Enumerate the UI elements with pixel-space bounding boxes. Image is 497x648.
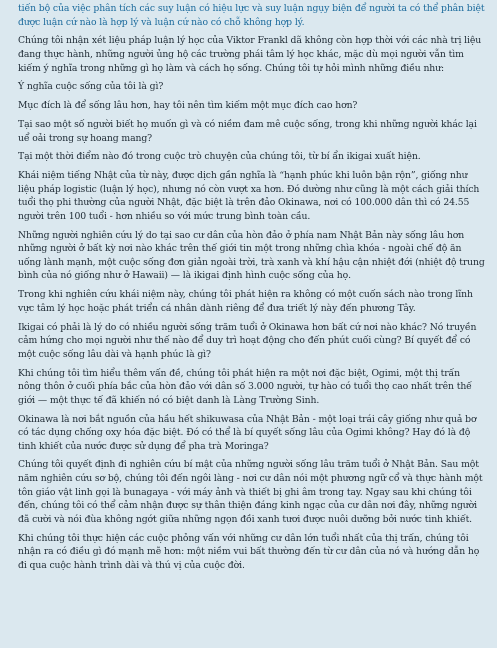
paragraph-research-trip: Chúng tôi quyết định đi nghiên cứu bí mật của những người sống lâu trăm tuổi ở Nhật Bản. Sau một năm nghiên cứu sơ bộ, chúng tôi đến ngôi làng - nơi cư dân nói một phương ngữ cổ và thực hành một tôn giáo vật linh gọi là bunagaya - với máy ảnh và thiết bị ghi âm trong tay. Ngay sau khi chúng tôi đến, chúng tôi có thể cảm nhận được sự thân thiện đáng kinh ngạc của cư dân nơi đây, những người đã cười và nói đùa không ngớt giữa những ngọn đồi xanh tươi được nuôi dưỡng bởi nước tinh khiết. bbox=[18, 459, 483, 525]
paragraph-shikuwasa: Okinawa là nơi bắt nguồn của hầu hết shikuwasa của Nhật Bản - một loại trái cây giống như quả bơ có tác dụng chống oxy hóa đặc biệt. Đó có thể là bí quyết sống lâu của Ogimi không? Hay đó là độ tinh khiết của nước được sử dụng để pha trà Moringa? bbox=[18, 413, 477, 452]
paragraph-okinawa-research: Những người nghiên cứu lý do tại sao cư dân của hòn đảo ở phía nam Nhật Bản này sống lâu hơn những người ở bất kỳ nơi nào khác trên thế giới tin một trong những chìa khóa - ngoài chế độ ăn uống lành mạnh, một cuộc sống đơn giản ngoài trời, trà xanh và khí hậu cận nhiệt đới (nhiệt độ trung bình của nó giống như ở Hawaii) — là ikigai định hình cuộc sống của họ. bbox=[18, 229, 485, 282]
paragraph-ogimi: Khi chúng tôi tìm hiểu thêm vấn đề, chúng tôi phát hiện ra một nơi đặc biệt, Ogimi, một thị trấn nông thôn ở cuối phía bắc của hòn đảo với dân số 3.000 người, tự hào có tuổi thọ cao nhất trên thế giới — một thực tế đã khiến nó có biệt danh là Làng Trường Sinh. bbox=[18, 367, 472, 406]
paragraph-interviews: Khi chúng tôi thực hiện các cuộc phỏng vấn với những cư dân lớn tuổi nhất của thị trấn, chúng tôi nhận ra có điều gì đó mạnh mẽ hơn: một niềm vui bất thường đến từ cư dân của nó và hướng dẫn họ đi qua cuộc hành trình dài và thú vị của cuộc đời. bbox=[18, 532, 480, 571]
question-purpose: Mục đích là để sống lâu hơn, hay tôi nên tìm kiếm một mục đích cao hơn? bbox=[18, 100, 358, 112]
question-passion: Tại sao một số người biết họ muốn gì và có niềm đam mê cuộc sống, trong khi những người khác lại uể oải trong sự hoang mang? bbox=[18, 118, 477, 144]
paragraph-ikigai-definition: Khái niệm tiếng Nhật của từ này, được dịch gần nghĩa là “hạnh phúc khi luôn bận rộn”, giống như liệu pháp logistic (luận lý học), nhưng nó còn vượt xa hơn. Đó dường như cũng là một cách giải thích tuổi thọ phi thường của người Nhật, đặc biệt là trên đảo Okinawa, nơi có 100.000 dân thì có 24.55 người trên 100 tuổi - hơn nhiều so với mức trung bình toàn cầu. bbox=[18, 170, 480, 222]
paragraph-frankl-logotherapy: Chúng tôi nhận xét liệu pháp luận lý học của Viktor Frankl dã không còn hợp thời với các nhà trị liệu đang thực hành, những người ủng hộ các trường phái tâm lý học khác, mặc dù mọi người vẫn tìm kiếm ý nghĩa trong những gì họ làm và cách họ sống. Chúng tôi tự hỏi mình những điều như: bbox=[18, 35, 482, 74]
question-meaning-of-life: Ý nghĩa cuộc sống của tôi là gì? bbox=[18, 81, 164, 93]
paragraph-ikigai-appears: Tại một thời điểm nào đó trong cuộc trò chuyện của chúng tôi, từ bí ẩn ikigai xuất hiện. bbox=[18, 151, 421, 163]
paragraph-no-book: Trong khi nghiên cứu khái niệm này, chúng tôi phát hiện ra không có một cuốn sách nào trong lĩnh vực tâm lý học hoặc phát triển cá nhân dành riêng để đưa triết lý này đến phương Tây. bbox=[18, 289, 473, 314]
paragraph-continued-intro: tiến bộ của việc phân tích các suy luận có hiệu lực và suy luận ngụy biện để người ta có thể phân biệt được luận cứ nào là hợp lý và luận cứ nào có chỗ không hợp lý. bbox=[18, 3, 485, 28]
paragraph-ikigai-questions: Ikigai có phải là lý do có nhiều người sống trăm tuổi ở Okinawa hơn bất cứ nơi nào khác? Nó truyền cảm hứng cho mọi người như thế nào để duy trì hoạt động cho đến phút cuối cùng? Bí quyết để có một cuộc sống lâu dài và hạnh phúc là gì? bbox=[18, 321, 477, 360]
